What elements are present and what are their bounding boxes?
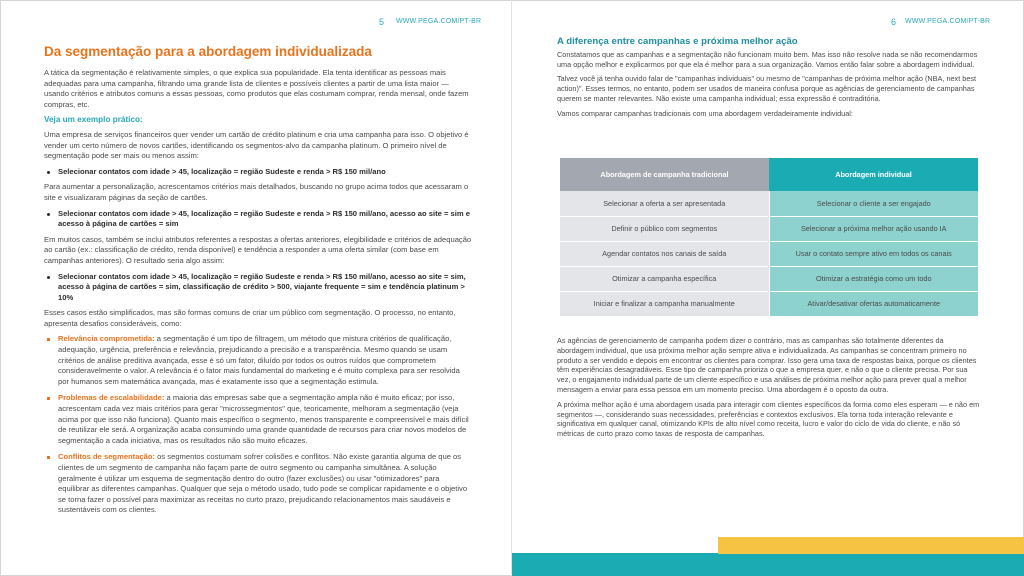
cell-individual: Selecionar a próxima melhor ação usando IA [769, 216, 978, 241]
problem-title: Conflitos de segmentação: [58, 452, 156, 462]
left-page-number: 5 [379, 17, 385, 27]
criteria-bullet-3: Selecionar contatos com idade > 45, localização = região Sudeste e renda > R$ 150 mil/ano, acesso ao site = sim, acesso à página de cartões = sim, classificação de crédito > 500, viajante frequente = sim e tendência platinum > 10% [44, 272, 472, 304]
cell-individual: Usar o contato sempre ativo em todos os canais [769, 241, 978, 266]
comparison-table [560, 158, 978, 317]
problem-text: os segmentos costumam sofrer colisões e conflitos. Não existe garantia alguma de que os clientes de um segmento de campanha não façam parte de outro segmento ou campanha simultânea. A solução geralmente é utilizar um esquema de segmentação dentro do outro (fazer exclusões) ou usar "otimizadores" para equilibrar as diferentes campanhas. Qualquer que seja o método usado, tudo pode se complicar rapidamente e o objetivo se torna fazer o possível para maximizar as receitas no curto prazo, prejudicando relacionamentos mais saudáveis e sustentáveis com os clientes. [58, 452, 468, 515]
table-row [560, 241, 978, 266]
right-paragraph-4: As agências de gerenciamento de campanha podem dizer o contrário, mas as campanhas são totalmente diferentes da abordagem individual, que usa próxima melhor ação sempre ativa e individualizada. As campanhas se concentram primeiro no produto a ser vendido e depois em encontrar os clientes para comprar. Isso gera uma taxa de respostas baixa, porque os clientes têm experiências desagradáveis. Esse tipo de campanha prioriza o que a empresa quer, e não o que o cliente precisa. Por sua vez, o engajamento individual parte de um cliente específico e usa análises de próxima melhor ação para prever qual a melhor mensagem a enviar para essa pessoa em um momento preciso. Uma abordagem é o oposto da outra. [557, 336, 977, 394]
table-row [560, 216, 978, 241]
footer-yellow-bar [718, 537, 1024, 554]
table-header-row [560, 158, 978, 191]
page-gutter [511, 0, 512, 576]
paragraph-4: Esses casos estão simplificados, mas são formas comuns de criar um público com segmentação. O processo, no entanto, apresenta desafios consideráveis, como: [44, 308, 456, 328]
problem-title: Relevância comprometida: [58, 334, 155, 344]
cell-traditional: Otimizar a campanha específica [560, 266, 769, 291]
problem-bullet-conflicts [44, 452, 472, 516]
footer-teal-bar [512, 553, 1024, 576]
header-traditional: Abordagem de campanha tradicional [560, 158, 769, 191]
paragraph-2: Para aumentar a personalização, acrescentamos critérios mais detalhados, buscando no grupo acima todos que acessaram o site e visualizaram páginas da seção de cartões. [44, 182, 469, 202]
right-paragraph-2: Talvez você já tenha ouvido falar de "campanhas individuais" ou mesmo de "campanhas de próxima melhor ação (NBA, next best action)". Esses termos, no entanto, podem ser usados de maneira confusa porque as agências de gerenciamento de campanhas querem se manter relevantes. Não existe uma campanha individual; essa expressão é contraditória. [557, 74, 977, 103]
right-page-bottom [557, 336, 982, 444]
left-page [44, 44, 472, 522]
example-paragraph: Uma empresa de serviços financeiros quer vender um cartão de crédito platinum e cria uma campanha para isso. O objetivo é vender um certo número de novos cartões, identificando os segmentos-alvo da campanha platinum. O primeiro nível de segmentação pode ser mais ou menos assim: [44, 129, 469, 161]
criteria-bullet-2: Selecionar contatos com idade > 45, localização = região Sudeste e renda > R$ 150 mil/ano, acesso ao site = sim e acesso à página de cartões = sim [44, 209, 472, 230]
cell-individual: Ativar/desativar ofertas automaticamente [769, 291, 978, 316]
problem-text: a maioria das empresas sabe que a segmentação ampla não é muito eficaz; por isso, acrescentam cada vez mais critérios para gerar "microssegmentos" que, teoricamente, melhoram a segmentação (veja acima por que isso não funciona). Quanto mais específico o segmento, menos transparente e compreensível e mais difícil de reutilizar ele será. A organização acaba consumindo uma grande quantidade de recursos para criar novos modelos de segmentação a cada iniciativa, mas os resultados não são muito eficazes. [58, 393, 469, 445]
right-paragraph-1: Constatamos que as campanhas e a segmentação não funcionam muito bem. Mas isso não resolve nada se não recomendarmos uma opção melhor e explicarmos por que ela é melhor para a sua organização. Vamos então falar sobre a abordagem individual. [557, 49, 978, 69]
paragraph-3: Em muitos casos, também se inclui atributos referentes a respostas a ofertas anteriores, elegibilidade e critérios de adequação ao cartão (ex.: classificação de crédito, renda disponível) e tendência a responder a uma oferta similar (com base em campanhas anteriores). O resultado seria algo assim: [44, 234, 472, 265]
page-title: Da segmentação para a abordagem individualizada [44, 44, 372, 59]
cell-traditional: Selecionar a oferta a ser apresentada [560, 191, 769, 216]
problem-bullet-relevance [44, 334, 472, 387]
cell-traditional: Definir o público com segmentos [560, 216, 769, 241]
cell-traditional: Agendar contatos nos canais de saída [560, 241, 769, 266]
right-page-url[interactable]: WWW.PEGA.COM/PT-BR [905, 18, 991, 25]
right-page-top [557, 37, 982, 124]
problem-title: Problemas de escalabilidade: [58, 393, 165, 403]
table-row [560, 191, 978, 216]
section-heading: A diferença entre campanhas e próxima melhor ação [557, 36, 798, 47]
right-page-number: 6 [891, 17, 897, 27]
cell-individual: Selecionar o cliente a ser engajado [769, 191, 978, 216]
cell-individual: Otimizar a estratégia como um todo [769, 266, 978, 291]
problem-text: a segmentação é um tipo de filtragem, um método que mistura critérios de qualificação, adequação, urgência, preferência e relevância, prejudicando a precisão e a transparência. Mesmo quando se usam critérios de análise preditiva avançada, esse é só um fator, diluído por todos os outros ruídos que comprometem consideravelmente o valor. A relevância é o fator mais fundamental do marketing e é muito complexa para ser resolvida por humanos sem matemática avançada, mas é exatamente isso que a segmentação estimula. [58, 334, 460, 386]
example-heading: Veja um exemplo prático: [44, 115, 143, 125]
table-row [560, 266, 978, 291]
table-row [560, 291, 978, 316]
criteria-bullet-1: Selecionar contatos com idade > 45, localização = região Sudeste e renda > R$ 150 mil/ano [44, 167, 472, 178]
right-paragraph-5: A próxima melhor ação é uma abordagem usada para interagir com clientes específicos da forma como eles esperam — e não em segmentos —, considerando suas necessidades, preferências e contextos exclusivos. Ela torna toda interação relevante e significativa em qualquer canal, otimizando KPIs de alto nível como receita, lucro e valor do ciclo de vida do cliente, e não só métricas de curto prazo como taxas de resposta de campanhas. [557, 399, 980, 439]
right-paragraph-3: Vamos comparar campanhas tradicionais com uma abordagem verdadeiramente individual: [557, 108, 853, 118]
intro-paragraph: A tática da segmentação é relativamente simples, o que explica sua popularidade. Ela tenta identificar as pessoas mais adequadas para uma campanha, filtrando uma grande lista de clientes e possíveis clientes a partir de uma lista maior — usando critérios e atributos comuns a essas pessoas, como produtos que elas costumam comprar, renda mensal, onde fazem compras, etc. [44, 68, 469, 109]
header-individual: Abordagem individual [769, 158, 978, 191]
cell-traditional: Iniciar e finalizar a campanha manualmente [560, 291, 769, 316]
left-page-url[interactable]: WWW.PEGA.COM/PT-BR [396, 18, 482, 25]
problem-bullet-scalability [44, 393, 472, 446]
